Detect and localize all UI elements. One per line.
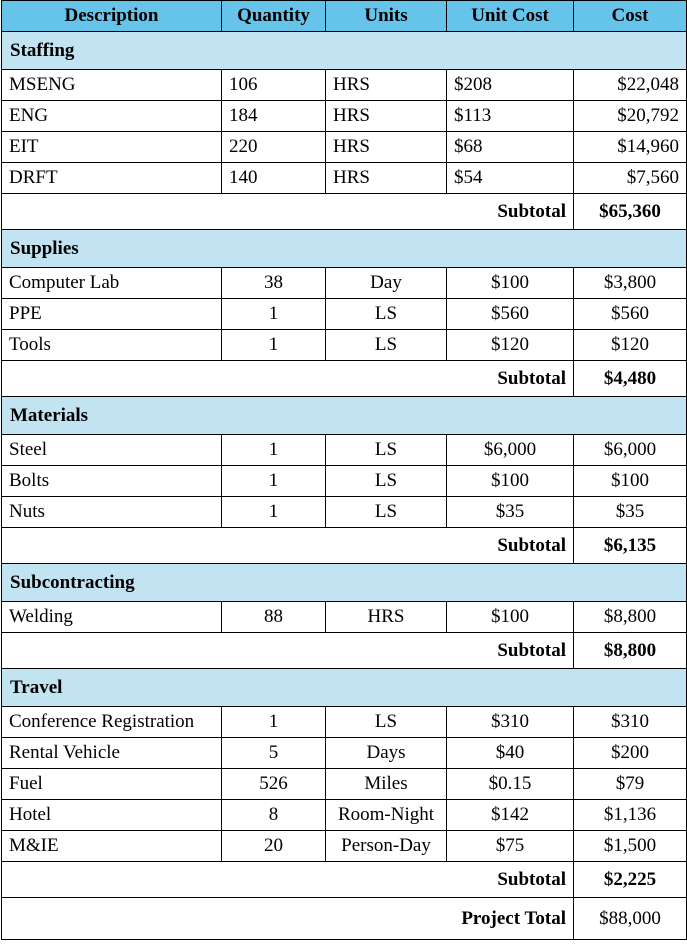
cell-cost: $1,500 — [574, 831, 687, 862]
table-row — [2, 707, 687, 738]
cell-unit-cost: $560 — [447, 299, 574, 330]
subtotal-row — [2, 361, 687, 397]
cell-cost: $7,560 — [574, 163, 687, 194]
section-header-row — [2, 32, 687, 70]
cell-quantity: 20 — [222, 831, 326, 862]
cell-description: Fuel — [2, 769, 222, 800]
cell-unit-cost: $40 — [447, 738, 574, 769]
cell-units: LS — [326, 466, 447, 497]
section-header-row — [2, 230, 687, 268]
section-title: Staffing — [2, 32, 687, 70]
header-description: Description — [2, 1, 222, 32]
cell-quantity: 526 — [222, 769, 326, 800]
table-row — [2, 330, 687, 361]
cell-quantity: 184 — [222, 101, 326, 132]
cell-description: DRFT — [2, 163, 222, 194]
table-row — [2, 769, 687, 800]
cell-description: Hotel — [2, 800, 222, 831]
header-row — [2, 1, 687, 32]
header-units: Units — [326, 1, 447, 32]
project-total-value: $88,000 — [574, 898, 687, 940]
cell-cost: $3,800 — [574, 268, 687, 299]
section-header-row — [2, 397, 687, 435]
cell-unit-cost: $75 — [447, 831, 574, 862]
header-cost: Cost — [574, 1, 687, 32]
table-row — [2, 435, 687, 466]
cell-description: Nuts — [2, 497, 222, 528]
cell-description: Tools — [2, 330, 222, 361]
cell-quantity: 220 — [222, 132, 326, 163]
cell-unit-cost: $68 — [447, 132, 574, 163]
table-header — [2, 1, 687, 32]
project-total-row — [2, 898, 687, 940]
subtotal-row — [2, 194, 687, 230]
section-title: Supplies — [2, 230, 687, 268]
header-quantity: Quantity — [222, 1, 326, 32]
cell-description: Welding — [2, 602, 222, 633]
cell-description: Computer Lab — [2, 268, 222, 299]
cell-units: HRS — [326, 101, 447, 132]
cell-cost: $35 — [574, 497, 687, 528]
cell-quantity: 1 — [222, 466, 326, 497]
section-title: Materials — [2, 397, 687, 435]
cell-units: HRS — [326, 132, 447, 163]
subtotal-label: Subtotal — [2, 194, 574, 230]
project-total-label: Project Total — [2, 898, 574, 940]
subtotal-label: Subtotal — [2, 528, 574, 564]
cell-units: LS — [326, 435, 447, 466]
cell-units: LS — [326, 330, 447, 361]
cell-units: Person-Day — [326, 831, 447, 862]
cell-unit-cost: $100 — [447, 268, 574, 299]
cell-cost: $22,048 — [574, 70, 687, 101]
cell-unit-cost: $142 — [447, 800, 574, 831]
table-row — [2, 101, 687, 132]
cell-units: Miles — [326, 769, 447, 800]
cell-cost: $1,136 — [574, 800, 687, 831]
section-header-row — [2, 669, 687, 707]
cell-quantity: 106 — [222, 70, 326, 101]
table-row — [2, 163, 687, 194]
cell-description: Bolts — [2, 466, 222, 497]
cell-units: Days — [326, 738, 447, 769]
cell-quantity: 38 — [222, 268, 326, 299]
cell-cost: $14,960 — [574, 132, 687, 163]
subtotal-value: $65,360 — [574, 194, 687, 230]
cell-description: MSENG — [2, 70, 222, 101]
cell-unit-cost: $35 — [447, 497, 574, 528]
table-body — [2, 32, 687, 940]
cell-units: LS — [326, 497, 447, 528]
subtotal-value: $8,800 — [574, 633, 687, 669]
cell-unit-cost: $310 — [447, 707, 574, 738]
cell-unit-cost: $120 — [447, 330, 574, 361]
table-row — [2, 299, 687, 330]
subtotal-label: Subtotal — [2, 862, 574, 898]
cell-description: Steel — [2, 435, 222, 466]
table-row — [2, 800, 687, 831]
cell-quantity: 140 — [222, 163, 326, 194]
cell-units: HRS — [326, 602, 447, 633]
subtotal-value: $2,225 — [574, 862, 687, 898]
cell-cost: $310 — [574, 707, 687, 738]
cell-units: LS — [326, 299, 447, 330]
cell-description: ENG — [2, 101, 222, 132]
table-row — [2, 497, 687, 528]
table-row — [2, 268, 687, 299]
section-title: Travel — [2, 669, 687, 707]
cell-quantity: 1 — [222, 435, 326, 466]
subtotal-row — [2, 528, 687, 564]
cell-units: Room-Night — [326, 800, 447, 831]
cell-cost: $120 — [574, 330, 687, 361]
cell-quantity: 1 — [222, 299, 326, 330]
cell-unit-cost: $0.15 — [447, 769, 574, 800]
cell-quantity: 1 — [222, 330, 326, 361]
cell-quantity: 8 — [222, 800, 326, 831]
subtotal-label: Subtotal — [2, 361, 574, 397]
subtotal-value: $4,480 — [574, 361, 687, 397]
cell-quantity: 1 — [222, 707, 326, 738]
cell-quantity: 1 — [222, 497, 326, 528]
cell-cost: $20,792 — [574, 101, 687, 132]
cell-quantity: 5 — [222, 738, 326, 769]
header-unit-cost: Unit Cost — [447, 1, 574, 32]
cell-cost: $200 — [574, 738, 687, 769]
table-row — [2, 132, 687, 163]
cell-units: LS — [326, 707, 447, 738]
cell-description: Rental Vehicle — [2, 738, 222, 769]
cell-unit-cost: $54 — [447, 163, 574, 194]
cell-cost: $560 — [574, 299, 687, 330]
cell-description: Conference Registration — [2, 707, 222, 738]
section-header-row — [2, 564, 687, 602]
table-row — [2, 602, 687, 633]
cell-description: PPE — [2, 299, 222, 330]
budget-table — [1, 0, 687, 940]
table-row — [2, 70, 687, 101]
cell-description: M&IE — [2, 831, 222, 862]
table-row — [2, 738, 687, 769]
cell-unit-cost: $100 — [447, 602, 574, 633]
cell-quantity: 88 — [222, 602, 326, 633]
cell-cost: $6,000 — [574, 435, 687, 466]
cell-unit-cost: $113 — [447, 101, 574, 132]
cell-units: HRS — [326, 70, 447, 101]
cell-units: Day — [326, 268, 447, 299]
cell-unit-cost: $6,000 — [447, 435, 574, 466]
subtotal-label: Subtotal — [2, 633, 574, 669]
subtotal-row — [2, 862, 687, 898]
subtotal-value: $6,135 — [574, 528, 687, 564]
section-title: Subcontracting — [2, 564, 687, 602]
cell-units: HRS — [326, 163, 447, 194]
cell-unit-cost: $208 — [447, 70, 574, 101]
cell-cost: $8,800 — [574, 602, 687, 633]
table-row — [2, 831, 687, 862]
subtotal-row — [2, 633, 687, 669]
cell-unit-cost: $100 — [447, 466, 574, 497]
cell-cost: $100 — [574, 466, 687, 497]
cell-description: EIT — [2, 132, 222, 163]
cell-cost: $79 — [574, 769, 687, 800]
table-row — [2, 466, 687, 497]
